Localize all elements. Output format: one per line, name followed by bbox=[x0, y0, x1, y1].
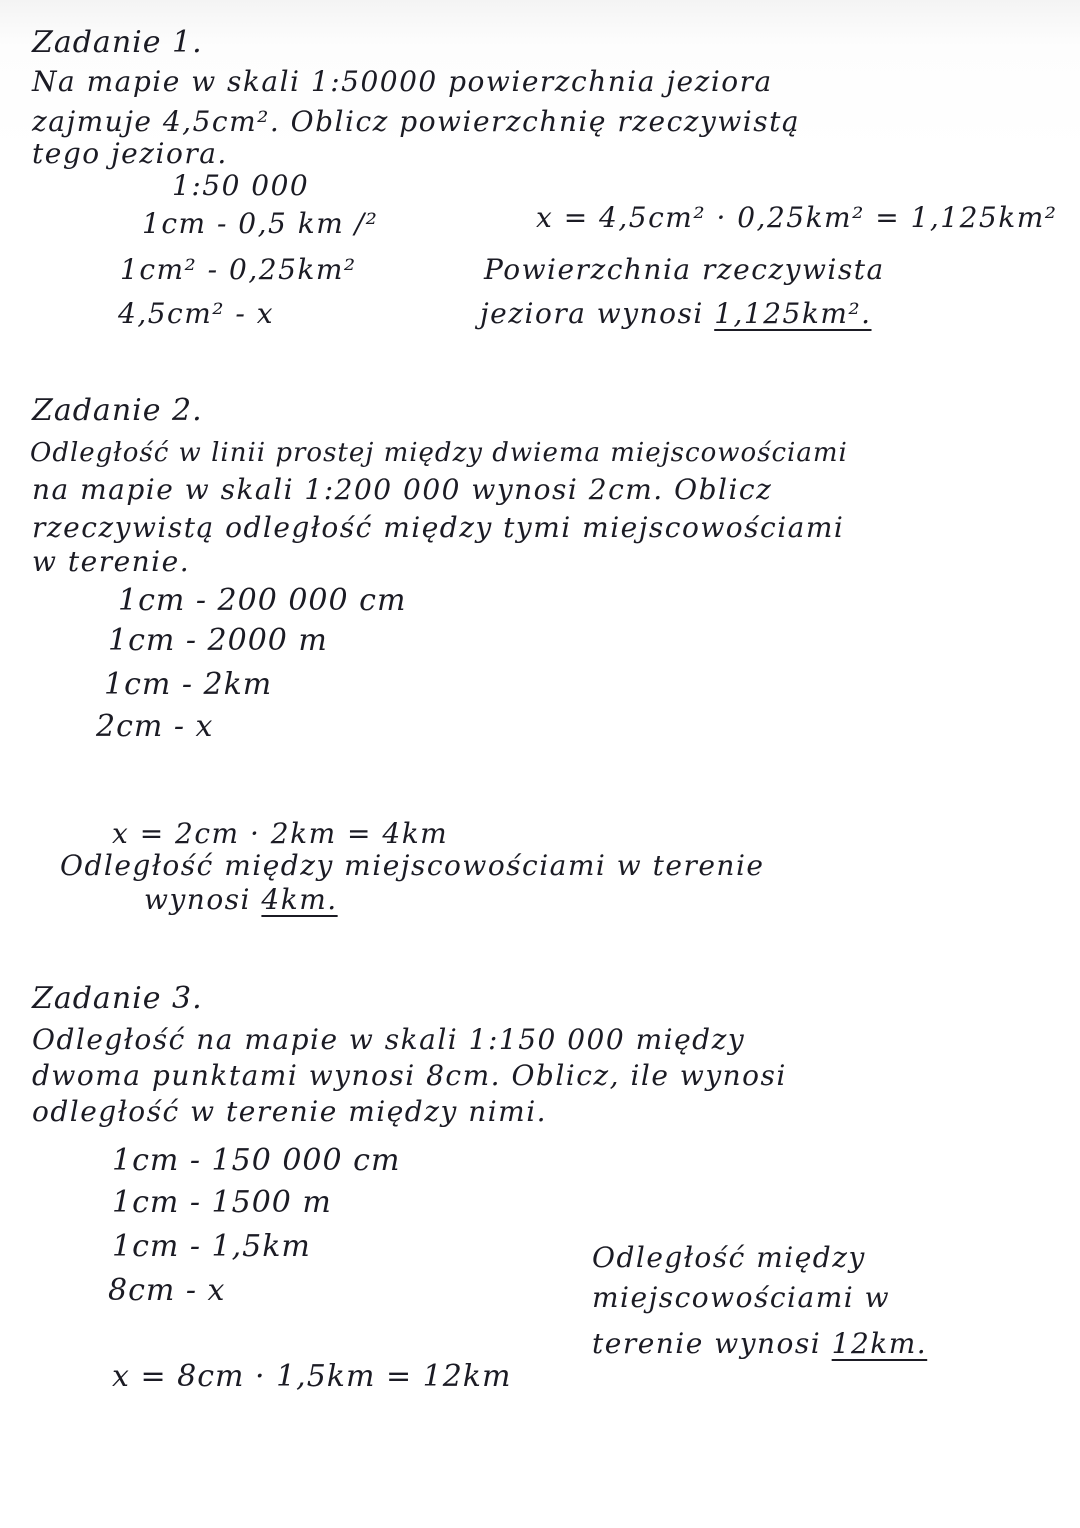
task-3-calc-line: 8cm - x bbox=[108, 1273, 226, 1308]
task-1-title: Zadanie 1. bbox=[32, 25, 203, 60]
task-3-result: x = 8cm · 1,5km = 12km bbox=[112, 1359, 512, 1394]
task-1-calc-line: 1cm - 0,5 km /² bbox=[142, 207, 379, 240]
task-2-problem-line: w terenie. bbox=[32, 545, 191, 578]
task-3-calc-line: 1cm - 1500 m bbox=[112, 1185, 332, 1220]
task-3-answer-prefix: terenie wynosi bbox=[592, 1327, 822, 1360]
task-1-answer-value: 1,125km². bbox=[714, 297, 872, 330]
task-2-result: x = 2cm · 2km = 4km bbox=[112, 817, 449, 850]
task-2-problem-line: Odległość w linii prostej między dwiema miejscowościami bbox=[30, 438, 848, 468]
task-1-answer-line bbox=[480, 297, 872, 330]
task-2-answer-line: Odległość między miejscowościami w terenie bbox=[60, 849, 765, 882]
task-2-calc-line: 2cm - x bbox=[96, 709, 214, 744]
task-2-title: Zadanie 2. bbox=[32, 393, 203, 428]
task-3-problem-line: odległość w terenie między nimi. bbox=[32, 1095, 548, 1128]
task-1-calc-line: 4,5cm² - x bbox=[118, 297, 275, 330]
task-1-result: x = 4,5cm² · 0,25km² = 1,125km² bbox=[536, 201, 1058, 234]
task-3-title: Zadanie 3. bbox=[32, 981, 203, 1016]
task-1-scale: 1:50 000 bbox=[172, 169, 310, 202]
task-1-problem-line: zajmuje 4,5cm². Oblicz powierzchnię rzeczywistą bbox=[32, 105, 801, 138]
task-3-answer-value: 12km. bbox=[831, 1327, 928, 1360]
task-3-calc-line: 1cm - 150 000 cm bbox=[112, 1143, 401, 1178]
task-2-problem-line: na mapie w skali 1:200 000 wynosi 2cm. Oblicz bbox=[32, 473, 773, 506]
task-1-answer-prefix: jeziora wynosi bbox=[480, 297, 704, 330]
task-2-answer-value: 4km. bbox=[261, 883, 338, 916]
task-3-problem-line: Odległość na mapie w skali 1:150 000 między bbox=[32, 1023, 746, 1056]
task-3-answer-line: Odległość między bbox=[592, 1241, 866, 1274]
task-2-problem-line: rzeczywistą odległość między tymi miejscowościami bbox=[32, 511, 845, 544]
task-1-answer-line: Powierzchnia rzeczywista bbox=[484, 253, 885, 286]
task-2-answer-line bbox=[144, 883, 338, 916]
task-2-calc-line: 1cm - 2km bbox=[104, 667, 273, 702]
task-3-answer-line bbox=[592, 1327, 928, 1360]
task-3-problem-line: dwoma punktami wynosi 8cm. Oblicz, ile wynosi bbox=[32, 1059, 787, 1092]
task-1-calc-line: 1cm² - 0,25km² bbox=[120, 253, 357, 286]
task-2-answer-prefix: wynosi bbox=[144, 883, 251, 916]
task-2-calc-line: 1cm - 200 000 cm bbox=[118, 583, 407, 618]
task-2-calc-line: 1cm - 2000 m bbox=[108, 623, 328, 658]
task-1-problem-line: Na mapie w skali 1:50000 powierzchnia jeziora bbox=[32, 65, 773, 98]
task-1-problem-line: tego jeziora. bbox=[32, 137, 228, 170]
task-3-calc-line: 1cm - 1,5km bbox=[112, 1229, 311, 1264]
task-3-answer-line: miejscowościami w bbox=[592, 1281, 891, 1314]
